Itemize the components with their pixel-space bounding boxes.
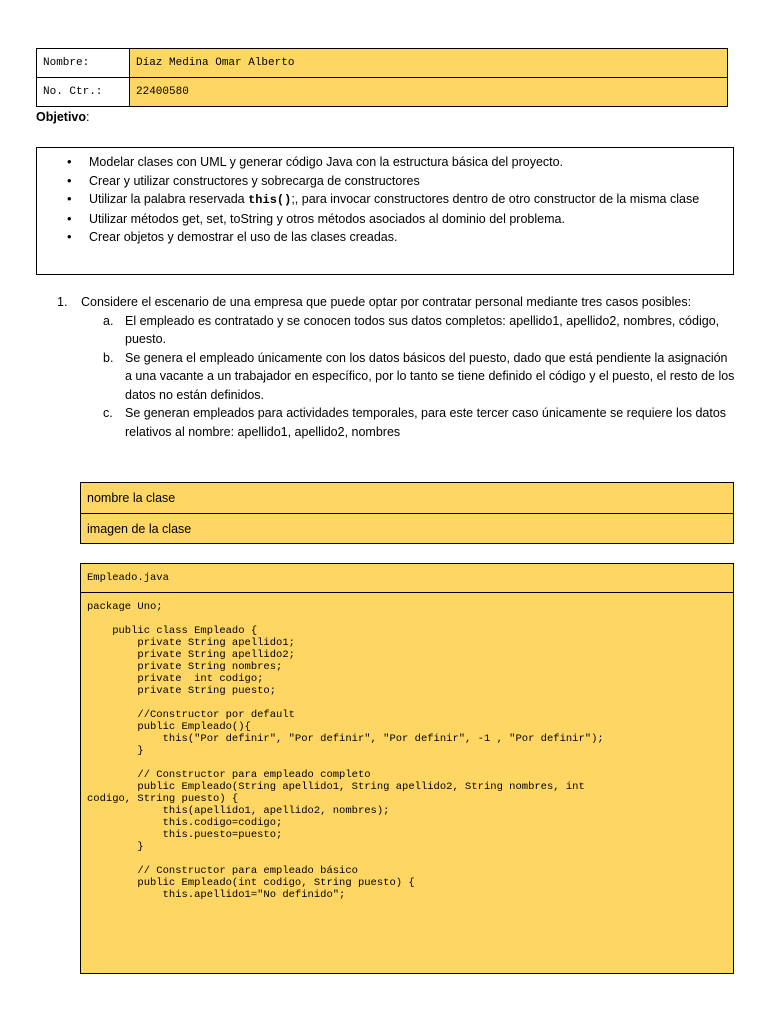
- nombre-value: Díaz Medina Omar Alberto: [130, 49, 728, 78]
- objetivo-colon: :: [86, 110, 90, 124]
- code-listing: package Uno; public class Empleado { private String apellido1; private String apellido2; private String nombres; private int codigo; private String puesto; //Constructor por default public Empleado(){ this("Por definir", "Por definir", "Por definir", -1 , "Por definir"); } // Constructor para empleado completo public Empleado(String apellido1, String apellido2, String nombres, int codigo, String puesto) { this(apellido1, apellido2, nombres); this.codigo=codigo; this.puesto=puesto; } // Constructor para empleado básico public Empleado(int codigo, String puesto) { this.apellido1="No definido";: [87, 601, 604, 901]
- case-letter: a.: [103, 313, 114, 328]
- case-text: El empleado es contratado y se conocen todos sus datos completos: apellido1, apellido2, nombres, código, puesto.: [125, 313, 720, 346]
- case-letter: b.: [103, 350, 114, 365]
- control-number-row: [37, 78, 728, 107]
- nombre-label: Nombre:: [37, 49, 130, 78]
- objectives-list: [37, 148, 733, 247]
- case-letter: c.: [103, 406, 113, 420]
- scenario-section: [57, 293, 737, 441]
- case-item: [57, 312, 737, 349]
- case-item: [57, 404, 737, 441]
- objective-this-before: Utilizar la palabra reservada: [89, 192, 249, 206]
- scenario-intro: Considere el escenario de una empresa que puede optar por contratar personal mediante tres casos posibles:: [81, 295, 692, 309]
- code-box: [80, 563, 734, 974]
- objective-item: • Crear objetos y demostrar el uso de las clases creadas.: [67, 228, 713, 247]
- control-number-value: 22400580: [130, 78, 728, 107]
- class-name-row: nombre la clase: [81, 483, 733, 513]
- case-text: Se generan empleados para actividades temporales, para este tercer caso únicamente se requiere los datos relativos al nombre: apellido1, apellido2, nombres: [125, 406, 727, 439]
- objective-item: • Utilizar métodos get, set, toString y otros métodos asociados al dominio del problema.: [67, 210, 713, 229]
- objetivo-heading: [36, 110, 90, 124]
- objetivo-heading-text: Objetivo: [36, 110, 87, 124]
- objectives-box: [36, 147, 734, 275]
- nombre-row: [37, 49, 728, 78]
- class-info-box: [80, 482, 734, 544]
- objective-this-after: ;, para invocar constructores dentro de otro constructor de la misma clase: [291, 192, 700, 206]
- objective-item: • Modelar clases con UML y generar código Java con la estructura básica del proyecto.: [67, 153, 713, 172]
- scenario-number: 1.: [57, 295, 68, 309]
- control-number-label: No. Ctr.:: [37, 78, 130, 107]
- this-keyword-code: this(): [248, 193, 292, 207]
- objective-item: • Crear y utilizar constructores y sobrecarga de constructores: [67, 172, 713, 191]
- case-text: Se genera el empleado únicamente con los datos básicos del puesto, dado que está pendiente la asignación a una vacante a un trabajador en específico, por lo tanto se tiene definido el código y el puesto, el resto de los datos no están definidos.: [125, 350, 735, 402]
- case-item: [57, 349, 737, 405]
- code-filename: Empleado.java: [81, 564, 733, 593]
- student-info-table: [36, 48, 728, 107]
- objective-item-this: [67, 190, 713, 210]
- class-image-row: imagen de la clase: [81, 513, 733, 543]
